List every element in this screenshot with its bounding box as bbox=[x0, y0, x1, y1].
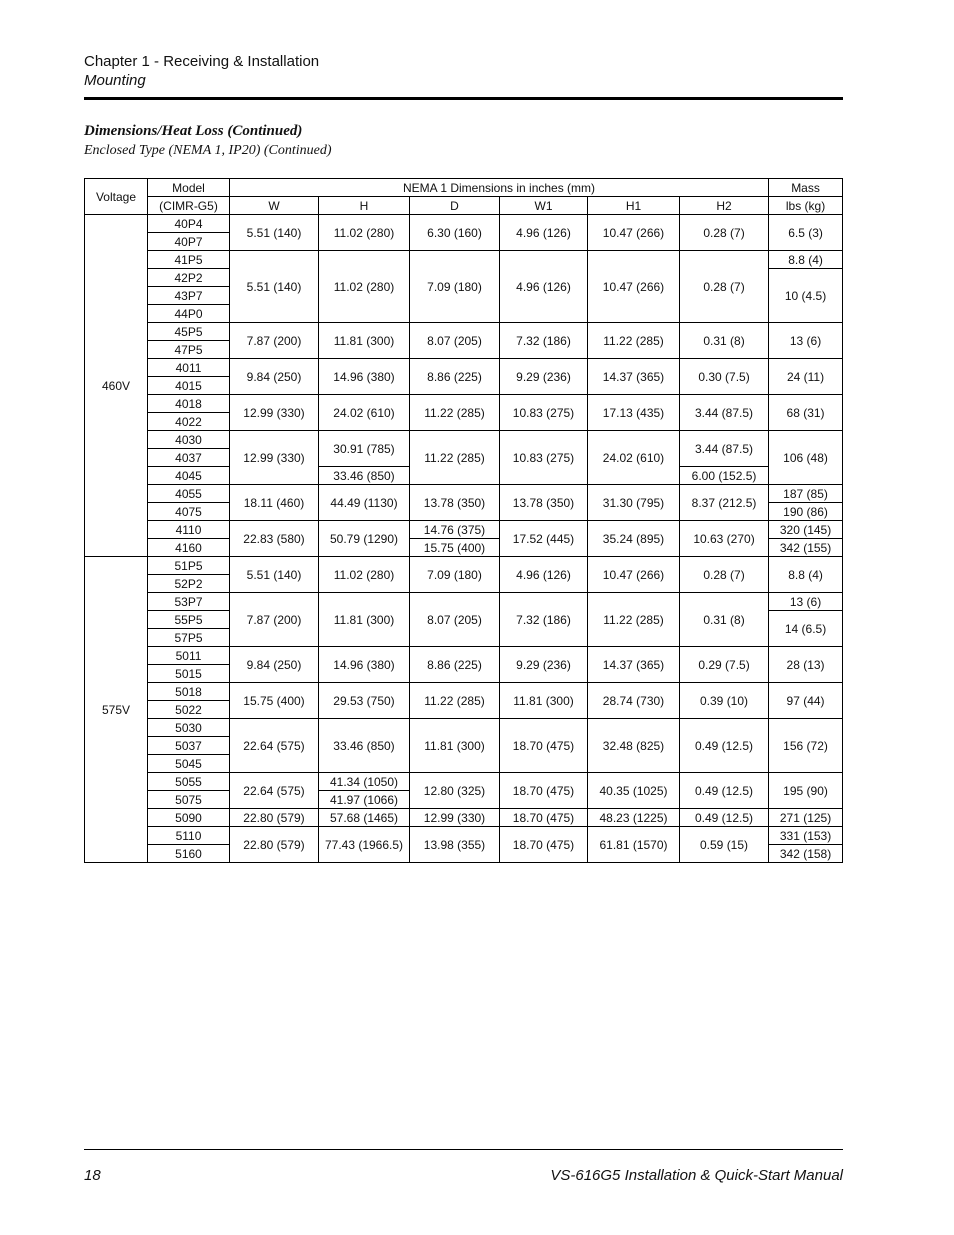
mass-cell: 8.8 (4) bbox=[769, 251, 843, 269]
d-cell: 8.86 (225) bbox=[410, 647, 500, 683]
table-row bbox=[85, 719, 843, 737]
h-cell: 24.02 (610) bbox=[319, 395, 410, 431]
running-header bbox=[84, 52, 319, 90]
w-cell: 22.64 (575) bbox=[230, 719, 319, 773]
h1-cell: 10.47 (266) bbox=[588, 215, 680, 251]
table-row bbox=[85, 323, 843, 341]
d-cell: 7.09 (180) bbox=[410, 251, 500, 323]
w1-cell: 4.96 (126) bbox=[500, 557, 588, 593]
d-cell: 13.78 (350) bbox=[410, 485, 500, 521]
w-cell: 5.51 (140) bbox=[230, 557, 319, 593]
h2-cell: 6.00 (152.5) bbox=[680, 467, 769, 485]
model-cell: 41P5 bbox=[148, 251, 230, 269]
voltage-header: Voltage bbox=[85, 179, 148, 215]
w1-cell: 10.83 (275) bbox=[500, 395, 588, 431]
mass-cell: 97 (44) bbox=[769, 683, 843, 719]
h-cell: 44.49 (1130) bbox=[319, 485, 410, 521]
h1-cell: 10.47 (266) bbox=[588, 557, 680, 593]
table-row bbox=[85, 395, 843, 413]
mass-cell: 10 (4.5) bbox=[769, 269, 843, 323]
mass-cell: 14 (6.5) bbox=[769, 611, 843, 647]
footer-rule bbox=[84, 1149, 843, 1150]
model-cell: 45P5 bbox=[148, 323, 230, 341]
model-cell: 57P5 bbox=[148, 629, 230, 647]
mass-cell: 106 (48) bbox=[769, 431, 843, 485]
h2-cell: 0.49 (12.5) bbox=[680, 719, 769, 773]
w1-cell: 11.81 (300) bbox=[500, 683, 588, 719]
voltage-cell: 460V bbox=[85, 215, 148, 557]
model-cell: 4055 bbox=[148, 485, 230, 503]
w1-cell: 18.70 (475) bbox=[500, 827, 588, 863]
w-cell: 22.64 (575) bbox=[230, 773, 319, 809]
h1-cell: 32.48 (825) bbox=[588, 719, 680, 773]
mass-cell: 13 (6) bbox=[769, 323, 843, 359]
w1-cell: 7.32 (186) bbox=[500, 593, 588, 647]
mass-cell: 342 (158) bbox=[769, 845, 843, 863]
model-cell: 43P7 bbox=[148, 287, 230, 305]
model-cell: 47P5 bbox=[148, 341, 230, 359]
h1-cell: 24.02 (610) bbox=[588, 431, 680, 485]
w-cell: 22.83 (580) bbox=[230, 521, 319, 557]
mass-cell: 271 (125) bbox=[769, 809, 843, 827]
h2-cell: 0.30 (7.5) bbox=[680, 359, 769, 395]
model-cell: 5022 bbox=[148, 701, 230, 719]
table-row bbox=[85, 827, 843, 845]
table-title: Dimensions/Heat Loss (Continued) bbox=[84, 123, 303, 139]
dims-header: NEMA 1 Dimensions in inches (mm) bbox=[230, 179, 769, 197]
w1-cell: 10.83 (275) bbox=[500, 431, 588, 485]
mass-cell: 24 (11) bbox=[769, 359, 843, 395]
w1-cell: 18.70 (475) bbox=[500, 809, 588, 827]
model-cell: 4160 bbox=[148, 539, 230, 557]
table-row bbox=[85, 485, 843, 503]
w1-cell: 9.29 (236) bbox=[500, 647, 588, 683]
w-header: W bbox=[230, 197, 319, 215]
header-row bbox=[85, 197, 843, 215]
h1-cell: 28.74 (730) bbox=[588, 683, 680, 719]
d-cell: 6.30 (160) bbox=[410, 215, 500, 251]
table-row bbox=[85, 215, 843, 233]
page-number: 18 bbox=[84, 1167, 101, 1184]
h1-cell: 48.23 (1225) bbox=[588, 809, 680, 827]
h2-cell: 0.49 (12.5) bbox=[680, 773, 769, 809]
h1-cell: 11.22 (285) bbox=[588, 323, 680, 359]
table-row bbox=[85, 683, 843, 701]
voltage-cell: 575V bbox=[85, 557, 148, 863]
mass-cell: 190 (86) bbox=[769, 503, 843, 521]
model-cell: 5045 bbox=[148, 755, 230, 773]
mass-cell: 68 (31) bbox=[769, 395, 843, 431]
table-subtitle: Enclosed Type (NEMA 1, IP20) (Continued) bbox=[84, 143, 332, 158]
h2-cell: 0.31 (8) bbox=[680, 593, 769, 647]
model-cell: 5037 bbox=[148, 737, 230, 755]
h-cell: 14.96 (380) bbox=[319, 359, 410, 395]
mass-cell: 320 (145) bbox=[769, 521, 843, 539]
header-row bbox=[85, 179, 843, 197]
d-cell: 11.22 (285) bbox=[410, 431, 500, 485]
w-cell: 22.80 (579) bbox=[230, 809, 319, 827]
mass-cell: 13 (6) bbox=[769, 593, 843, 611]
h1-cell: 61.81 (1570) bbox=[588, 827, 680, 863]
model-cell: 53P7 bbox=[148, 593, 230, 611]
model-cell: 44P0 bbox=[148, 305, 230, 323]
h-cell: 33.46 (850) bbox=[319, 719, 410, 773]
h-cell: 77.43 (1966.5) bbox=[319, 827, 410, 863]
w-cell: 7.87 (200) bbox=[230, 593, 319, 647]
model-cell: 55P5 bbox=[148, 611, 230, 629]
w1-cell: 13.78 (350) bbox=[500, 485, 588, 521]
h-cell: 11.02 (280) bbox=[319, 215, 410, 251]
chapter-title: Chapter 1 - Receiving & Installation bbox=[84, 53, 320, 70]
h1-cell: 10.47 (266) bbox=[588, 251, 680, 323]
h-cell: 33.46 (850) bbox=[319, 467, 410, 485]
h-cell: 11.81 (300) bbox=[319, 593, 410, 647]
h-cell: 57.68 (1465) bbox=[319, 809, 410, 827]
w-cell: 9.84 (250) bbox=[230, 647, 319, 683]
model-cell: 5075 bbox=[148, 791, 230, 809]
model-cell: 5055 bbox=[148, 773, 230, 791]
table-row bbox=[85, 557, 843, 575]
h-cell: 11.02 (280) bbox=[319, 251, 410, 323]
model-cell: 4030 bbox=[148, 431, 230, 449]
h2-cell: 0.49 (12.5) bbox=[680, 809, 769, 827]
h1-cell: 14.37 (365) bbox=[588, 647, 680, 683]
w1-cell: 4.96 (126) bbox=[500, 215, 588, 251]
model-cell: 5018 bbox=[148, 683, 230, 701]
h1-cell: 14.37 (365) bbox=[588, 359, 680, 395]
h2-cell: 0.31 (8) bbox=[680, 323, 769, 359]
w1-cell: 18.70 (475) bbox=[500, 719, 588, 773]
w-cell: 12.99 (330) bbox=[230, 395, 319, 431]
model-cell: 5030 bbox=[148, 719, 230, 737]
model-cell: 5090 bbox=[148, 809, 230, 827]
h2-cell: 3.44 (87.5) bbox=[680, 431, 769, 467]
h-cell: 50.79 (1290) bbox=[319, 521, 410, 557]
h2-cell: 0.28 (7) bbox=[680, 251, 769, 323]
mass-cell: 8.8 (4) bbox=[769, 557, 843, 593]
d-cell: 8.07 (205) bbox=[410, 323, 500, 359]
w-cell: 5.51 (140) bbox=[230, 215, 319, 251]
d-cell: 12.80 (325) bbox=[410, 773, 500, 809]
w1-cell: 4.96 (126) bbox=[500, 251, 588, 323]
w-cell: 7.87 (200) bbox=[230, 323, 319, 359]
mass-cell: 156 (72) bbox=[769, 719, 843, 773]
model-cell: 4037 bbox=[148, 449, 230, 467]
h-cell: 29.53 (750) bbox=[319, 683, 410, 719]
h2-header: H2 bbox=[680, 197, 769, 215]
h-cell: 11.81 (300) bbox=[319, 323, 410, 359]
mass-cell: 6.5 (3) bbox=[769, 215, 843, 251]
h2-cell: 8.37 (212.5) bbox=[680, 485, 769, 521]
table-row bbox=[85, 359, 843, 377]
w1-cell: 18.70 (475) bbox=[500, 773, 588, 809]
model-cell: 4018 bbox=[148, 395, 230, 413]
mass-cell: 195 (90) bbox=[769, 773, 843, 809]
d-cell: 11.22 (285) bbox=[410, 395, 500, 431]
h1-cell: 40.35 (1025) bbox=[588, 773, 680, 809]
dimensions-table-wrap bbox=[84, 178, 843, 863]
h-header: H bbox=[319, 197, 410, 215]
table-row bbox=[85, 431, 843, 449]
model-cell: 4011 bbox=[148, 359, 230, 377]
section-title: Mounting bbox=[84, 72, 146, 89]
model-cell: 51P5 bbox=[148, 557, 230, 575]
d-cell: 13.98 (355) bbox=[410, 827, 500, 863]
d-cell: 11.81 (300) bbox=[410, 719, 500, 773]
model-cell: 40P7 bbox=[148, 233, 230, 251]
w-cell: 15.75 (400) bbox=[230, 683, 319, 719]
h1-cell: 35.24 (895) bbox=[588, 521, 680, 557]
manual-title: VS-616G5 Installation & Quick-Start Manual bbox=[550, 1167, 843, 1184]
h2-cell: 0.28 (7) bbox=[680, 215, 769, 251]
model-cell: 52P2 bbox=[148, 575, 230, 593]
model-subheader: (CIMR-G5) bbox=[148, 197, 230, 215]
h1-cell: 17.13 (435) bbox=[588, 395, 680, 431]
w1-cell: 17.52 (445) bbox=[500, 521, 588, 557]
w-cell: 18.11 (460) bbox=[230, 485, 319, 521]
w1-header: W1 bbox=[500, 197, 588, 215]
model-cell: 5110 bbox=[148, 827, 230, 845]
table-row bbox=[85, 809, 843, 827]
h2-cell: 0.59 (15) bbox=[680, 827, 769, 863]
h1-header: H1 bbox=[588, 197, 680, 215]
table-row bbox=[85, 647, 843, 665]
d-cell: 8.07 (205) bbox=[410, 593, 500, 647]
model-cell: 5011 bbox=[148, 647, 230, 665]
h-cell: 14.96 (380) bbox=[319, 647, 410, 683]
d-cell: 7.09 (180) bbox=[410, 557, 500, 593]
model-cell: 4075 bbox=[148, 503, 230, 521]
table-row bbox=[85, 251, 843, 269]
h2-cell: 3.44 (87.5) bbox=[680, 395, 769, 431]
w-cell: 22.80 (579) bbox=[230, 827, 319, 863]
model-cell: 42P2 bbox=[148, 269, 230, 287]
h-cell: 41.97 (1066) bbox=[319, 791, 410, 809]
model-cell: 4022 bbox=[148, 413, 230, 431]
h2-cell: 0.39 (10) bbox=[680, 683, 769, 719]
h-cell: 30.91 (785) bbox=[319, 431, 410, 467]
model-cell: 4110 bbox=[148, 521, 230, 539]
d-cell: 12.99 (330) bbox=[410, 809, 500, 827]
table-row bbox=[85, 593, 843, 611]
h1-cell: 11.22 (285) bbox=[588, 593, 680, 647]
h2-cell: 0.29 (7.5) bbox=[680, 647, 769, 683]
w-cell: 12.99 (330) bbox=[230, 431, 319, 485]
h1-cell: 31.30 (795) bbox=[588, 485, 680, 521]
model-cell: 5160 bbox=[148, 845, 230, 863]
w1-cell: 9.29 (236) bbox=[500, 359, 588, 395]
d-cell: 8.86 (225) bbox=[410, 359, 500, 395]
table-row bbox=[85, 773, 843, 791]
h-cell: 41.34 (1050) bbox=[319, 773, 410, 791]
w-cell: 9.84 (250) bbox=[230, 359, 319, 395]
h2-cell: 0.28 (7) bbox=[680, 557, 769, 593]
table-row bbox=[85, 521, 843, 539]
model-header: Model bbox=[148, 179, 230, 197]
h2-cell: 10.63 (270) bbox=[680, 521, 769, 557]
header-rule bbox=[84, 97, 843, 100]
d-header: D bbox=[410, 197, 500, 215]
w-cell: 5.51 (140) bbox=[230, 251, 319, 323]
h-cell: 11.02 (280) bbox=[319, 557, 410, 593]
mass-cell: 28 (13) bbox=[769, 647, 843, 683]
model-cell: 4045 bbox=[148, 467, 230, 485]
mass-cell: 187 (85) bbox=[769, 485, 843, 503]
model-cell: 40P4 bbox=[148, 215, 230, 233]
mass-cell: 342 (155) bbox=[769, 539, 843, 557]
dimensions-table bbox=[84, 178, 843, 863]
mass-cell: 331 (153) bbox=[769, 827, 843, 845]
d-cell: 14.76 (375) bbox=[410, 521, 500, 539]
model-cell: 5015 bbox=[148, 665, 230, 683]
d-cell: 11.22 (285) bbox=[410, 683, 500, 719]
mass-subheader: lbs (kg) bbox=[769, 197, 843, 215]
d-cell: 15.75 (400) bbox=[410, 539, 500, 557]
mass-header: Mass bbox=[769, 179, 843, 197]
title-block bbox=[84, 122, 332, 160]
w1-cell: 7.32 (186) bbox=[500, 323, 588, 359]
model-cell: 4015 bbox=[148, 377, 230, 395]
